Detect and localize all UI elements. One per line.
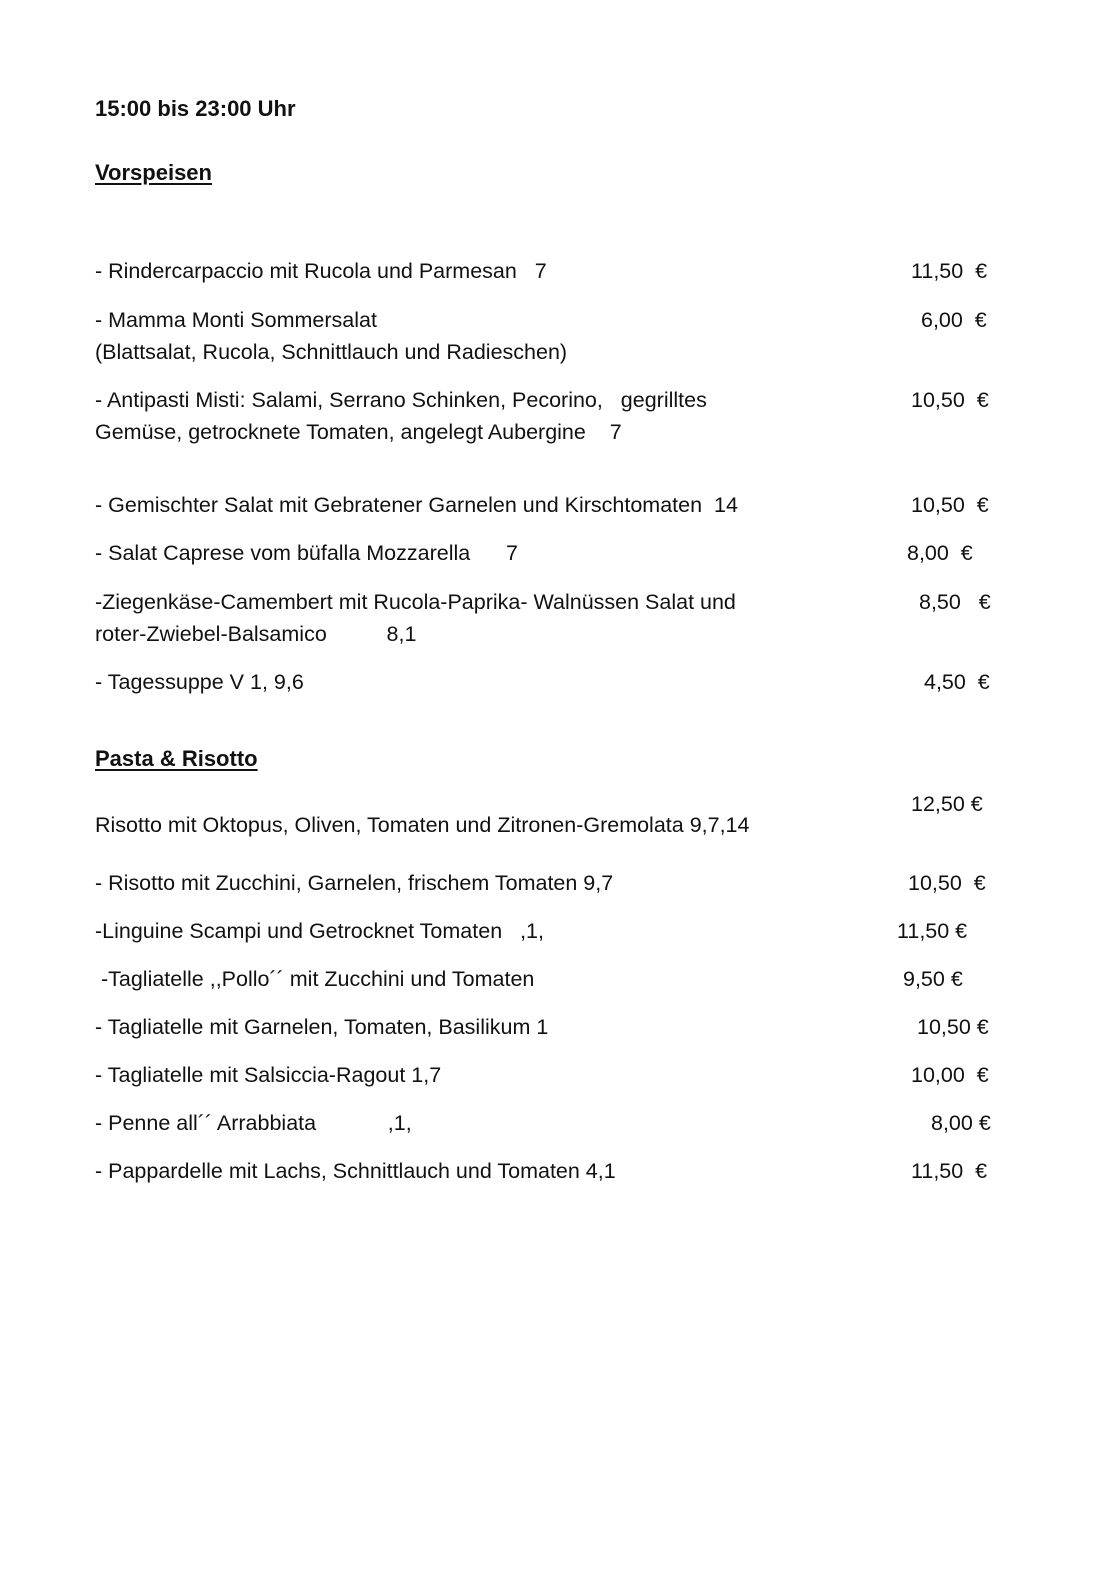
item-price: 8,50 € — [919, 590, 991, 614]
item-name: - Penne all´´ Arrabbiata ,1, — [95, 1111, 412, 1135]
menu-item — [95, 867, 1000, 899]
item-price: 12,50 € — [911, 792, 983, 816]
menu-item — [95, 304, 1000, 368]
item-name: - Risotto mit Zucchini, Garnelen, frischem Tomaten 9,7 — [95, 871, 614, 895]
item-price: 10,50 € — [911, 388, 989, 412]
item-name: - Tagliatelle mit Salsiccia-Ragout 1,7 — [95, 1063, 442, 1087]
item-name: - Antipasti Misti: Salami, Serrano Schinken, Pecorino, gegrilltes — [95, 388, 707, 412]
item-name: - Pappardelle mit Lachs, Schnittlauch und Tomaten 4,1 — [95, 1159, 616, 1183]
menu-item — [95, 1059, 1000, 1091]
menu-item — [95, 489, 1000, 521]
menu-item — [95, 963, 1000, 995]
item-price: 10,50 € — [917, 1015, 989, 1039]
item-price: 11,50 € — [911, 1159, 988, 1183]
item-price: 8,00 € — [907, 541, 973, 565]
item-price: 11,50 € — [911, 259, 988, 283]
menu-item — [95, 666, 1000, 698]
section-title-starters: Vorspeisen — [95, 160, 212, 185]
item-price: 10,00 € — [911, 1063, 989, 1087]
menu-item — [95, 1011, 1000, 1043]
item-price: 9,50 € — [903, 967, 963, 991]
menu-item — [95, 1107, 1000, 1139]
item-description: Gemüse, getrocknete Tomaten, angelegt Aubergine 7 — [95, 420, 622, 444]
menu-item — [95, 809, 1000, 841]
item-description: roter-Zwiebel-Balsamico 8,1 — [95, 622, 417, 646]
item-price: 11,50 € — [897, 919, 968, 943]
item-name: - Mamma Monti Sommersalat — [95, 308, 377, 332]
item-name: Risotto mit Oktopus, Oliven, Tomaten und Zitronen-Gremolata 9,7,14 — [95, 813, 750, 837]
opening-hours: 15:00 bis 23:00 Uhr — [95, 96, 296, 121]
menu-item — [95, 1155, 1000, 1187]
item-name: - Gemischter Salat mit Gebratener Garnelen und Kirschtomaten 14 — [95, 493, 738, 517]
menu-item — [95, 255, 1000, 287]
item-price: 10,50 € — [908, 871, 986, 895]
item-description: (Blattsalat, Rucola, Schnittlauch und Radieschen) — [95, 340, 568, 364]
item-name: - Rindercarpaccio mit Rucola und Parmesan 7 — [95, 259, 547, 283]
item-name: -Linguine Scampi und Getrocknet Tomaten ,1, — [95, 919, 544, 943]
item-price: 6,00 € — [921, 308, 987, 332]
menu-item — [95, 915, 1000, 947]
item-name: - Tagliatelle mit Garnelen, Tomaten, Basilikum 1 — [95, 1015, 549, 1039]
item-name: - Salat Caprese vom büfalla Mozzarella 7 — [95, 541, 519, 565]
item-price: 10,50 € — [911, 493, 989, 517]
item-price: 8,00 € — [931, 1111, 991, 1135]
item-name: -Tagliatelle ,,Pollo´´ mit Zucchini und Tomaten — [95, 967, 535, 991]
menu-item — [95, 586, 1000, 650]
menu-item — [95, 384, 1000, 448]
section-title-pasta: Pasta & Risotto — [95, 746, 258, 771]
item-name: - Tagessuppe V 1, 9,6 — [95, 670, 304, 694]
item-price: 4,50 € — [924, 670, 990, 694]
item-name: -Ziegenkäse-Camembert mit Rucola-Paprika- Walnüssen Salat und — [95, 590, 736, 614]
menu-item — [95, 537, 1000, 569]
